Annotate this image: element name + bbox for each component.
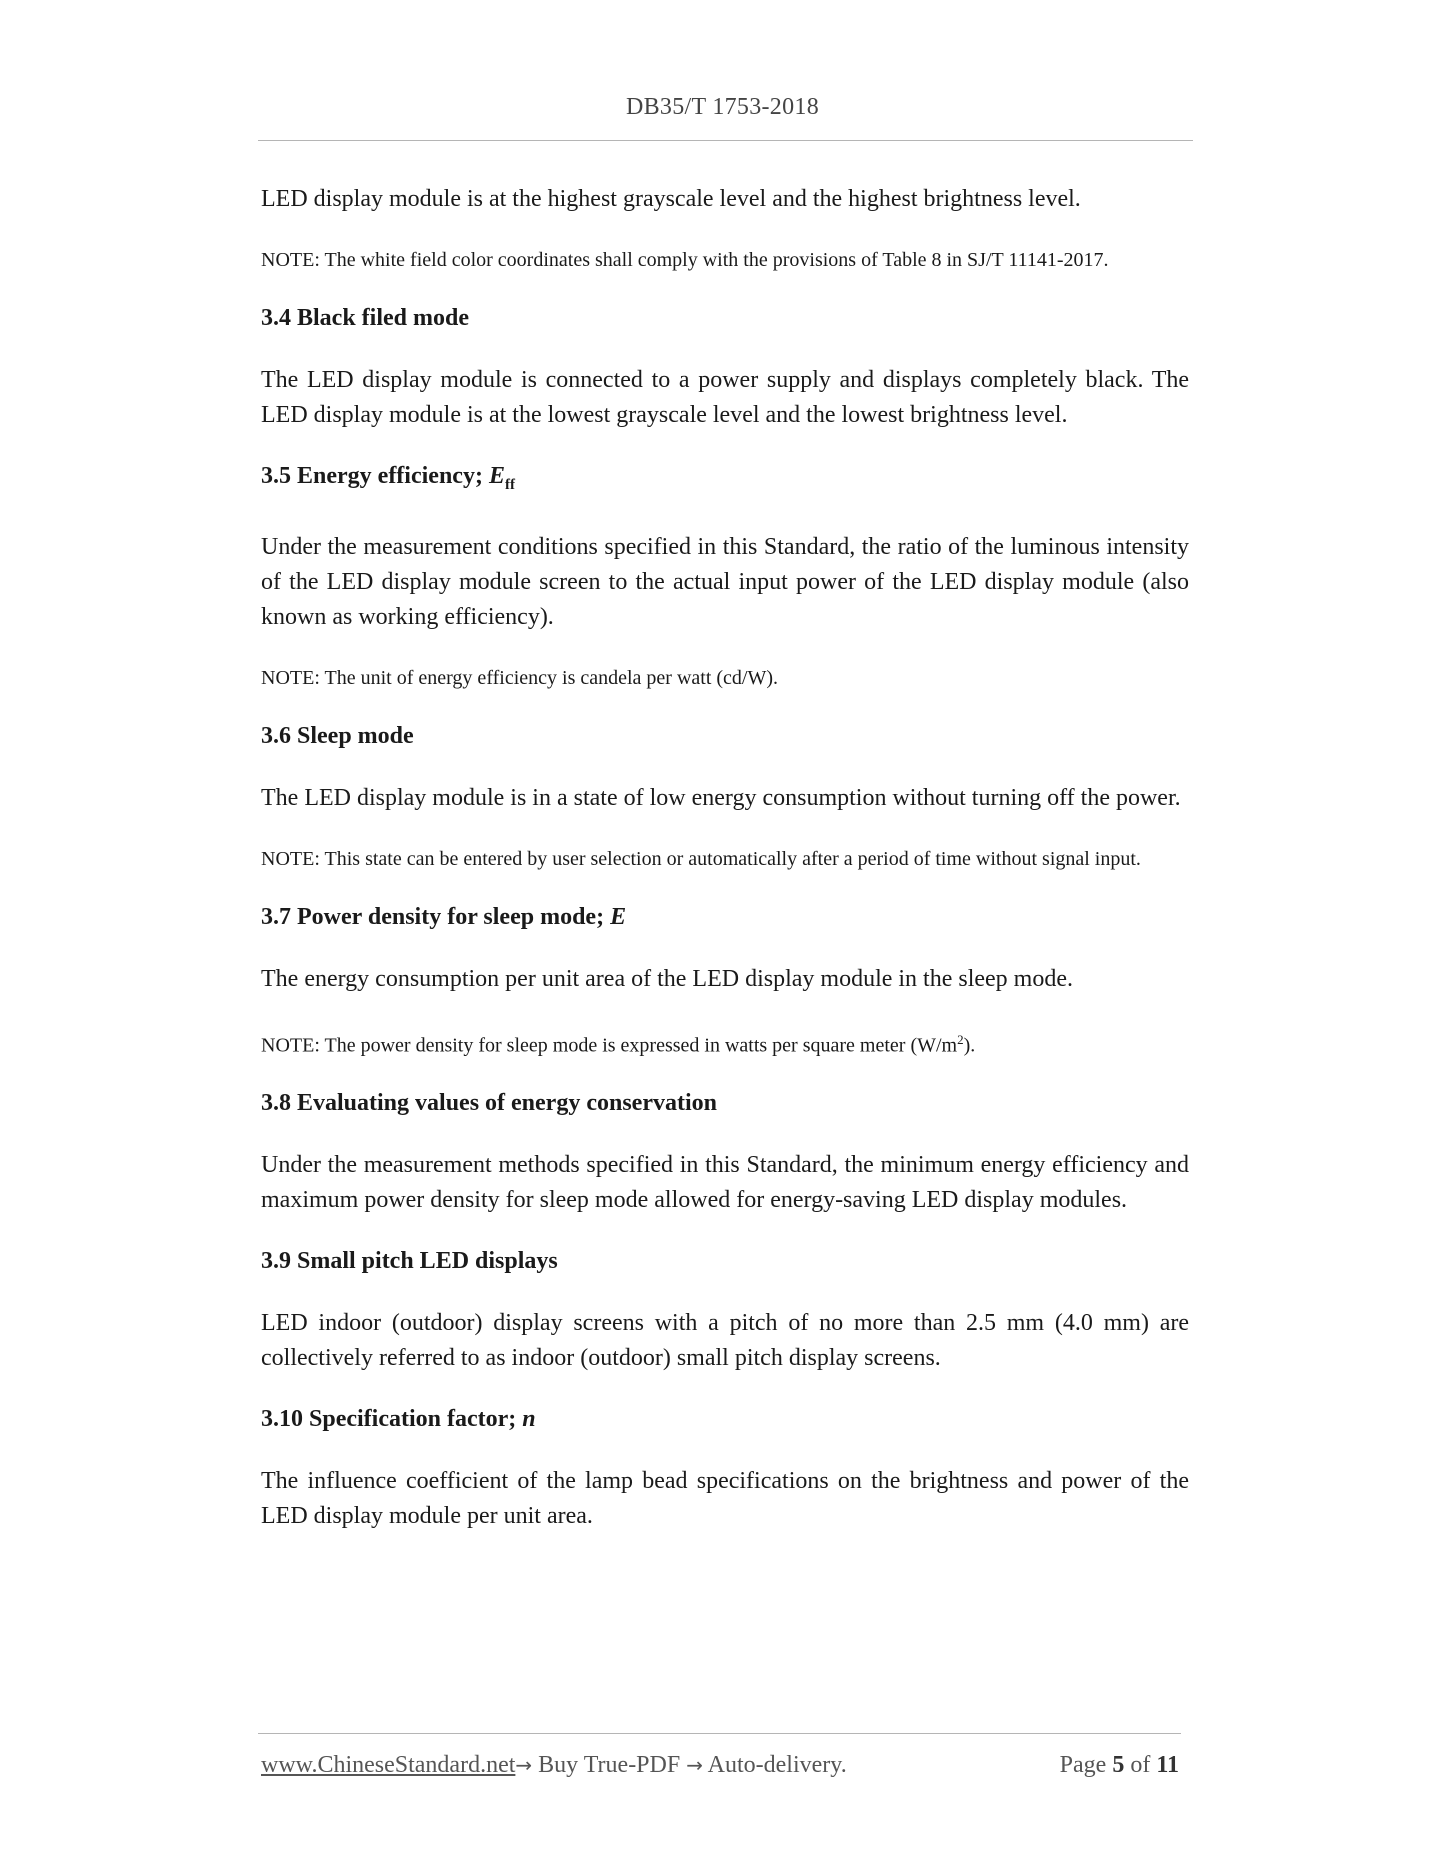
page-content: [261, 182, 1189, 1560]
of-label: of: [1124, 1752, 1157, 1778]
footer-promo: [261, 1752, 847, 1779]
paragraph-3-8: Under the measurement methods specified in this Standard, the minimum energy efficiency and maximum power density for sleep mode allowed for energy-saving LED display modules.: [261, 1152, 1189, 1214]
page-counter: [1060, 1752, 1179, 1779]
heading-3-4-text: 3.4 Black filed mode: [261, 305, 469, 331]
paragraph-3-9: LED indoor (outdoor) display screens with a pitch of no more than 2.5 mm (4.0 mm) are collectively referred to as indoor (outdoor) small pitch display screens.: [261, 1310, 1189, 1372]
paragraph-3-5: Under the measurement conditions specified in this Standard, the ratio of the luminous intensity of the LED display module screen to the actual input power of the LED display module (also known as working efficiency).: [261, 533, 1189, 630]
heading-3-8: [261, 1086, 1189, 1120]
page-number: 5: [1112, 1752, 1125, 1778]
paragraph-intro: LED display module is at the highest grayscale level and the highest brightness level.: [261, 186, 1081, 212]
note-3-7-suffix: ).: [963, 1034, 976, 1057]
note-white-field: NOTE: The white field color coordinates shall comply with the provisions of Table 8 in SJ/T 11141-2017.: [261, 249, 1109, 271]
heading-3-5-subscript: ff: [504, 476, 515, 493]
page-label: Page: [1059, 1752, 1113, 1778]
heading-3-6: [261, 719, 1189, 753]
page-header: DB35/T 1753-2018: [625, 94, 820, 120]
page-total: 11: [1156, 1752, 1179, 1778]
heading-3-7: [261, 900, 1189, 934]
heading-3-9-text: 3.9 Small pitch LED displays: [261, 1248, 558, 1275]
heading-3-6-text: 3.6 Sleep mode: [261, 722, 414, 749]
paragraph-3-10: The influence coefficient of the lamp bead specifications on the brightness and power of the LED display module per unit area.: [261, 1468, 1189, 1530]
note-3-6: NOTE: This state can be entered by user selection or automatically after a period of time without signal input.: [261, 847, 1141, 870]
note-3-7-superscript: 2: [957, 1031, 964, 1047]
heading-3-5: [261, 459, 1189, 502]
delivery-text: Auto-delivery.: [702, 1752, 847, 1778]
note-3-7-text: NOTE: The power density for sleep mode is expressed in watts per square meter (W/m: [261, 1034, 958, 1057]
heading-3-5-text: 3.5 Energy efficiency;: [261, 463, 489, 489]
heading-3-7-text: 3.7 Power density for sleep mode;: [261, 903, 611, 930]
note-3-5: NOTE: The unit of energy efficiency is candela per watt (cd/W).: [261, 666, 779, 689]
heading-3-10-symbol: n: [522, 1406, 536, 1433]
arrow-right-icon-2: →: [686, 1753, 703, 1777]
header-divider: [258, 140, 1193, 141]
paragraph-3-6: The LED display module is in a state of low energy consumption without turning off the power.: [261, 784, 1181, 811]
heading-3-8-text: 3.8 Evaluating values of energy conservation: [261, 1090, 717, 1117]
heading-3-7-symbol: E: [610, 903, 627, 930]
site-link[interactable]: www.ChineseStandard.net: [261, 1752, 516, 1778]
heading-3-10: [261, 1402, 1189, 1436]
heading-3-4: [261, 301, 1189, 335]
heading-3-10-text: 3.10 Specification factor;: [261, 1406, 523, 1433]
heading-3-5-symbol: E: [488, 463, 505, 489]
note-3-7: [261, 1023, 1189, 1063]
heading-3-9: [261, 1244, 1189, 1278]
arrow-right-icon: →: [515, 1753, 533, 1777]
buy-text: Buy True-PDF: [532, 1752, 687, 1778]
paragraph-3-4: The LED display module is connected to a power supply and displays completely black. The LED display module is at the lowest grayscale level and the lowest brightness level.: [261, 367, 1189, 428]
paragraph-3-7: The energy consumption per unit area of the LED display module in the sleep mode.: [261, 965, 1074, 992]
footer-divider: [258, 1733, 1181, 1734]
